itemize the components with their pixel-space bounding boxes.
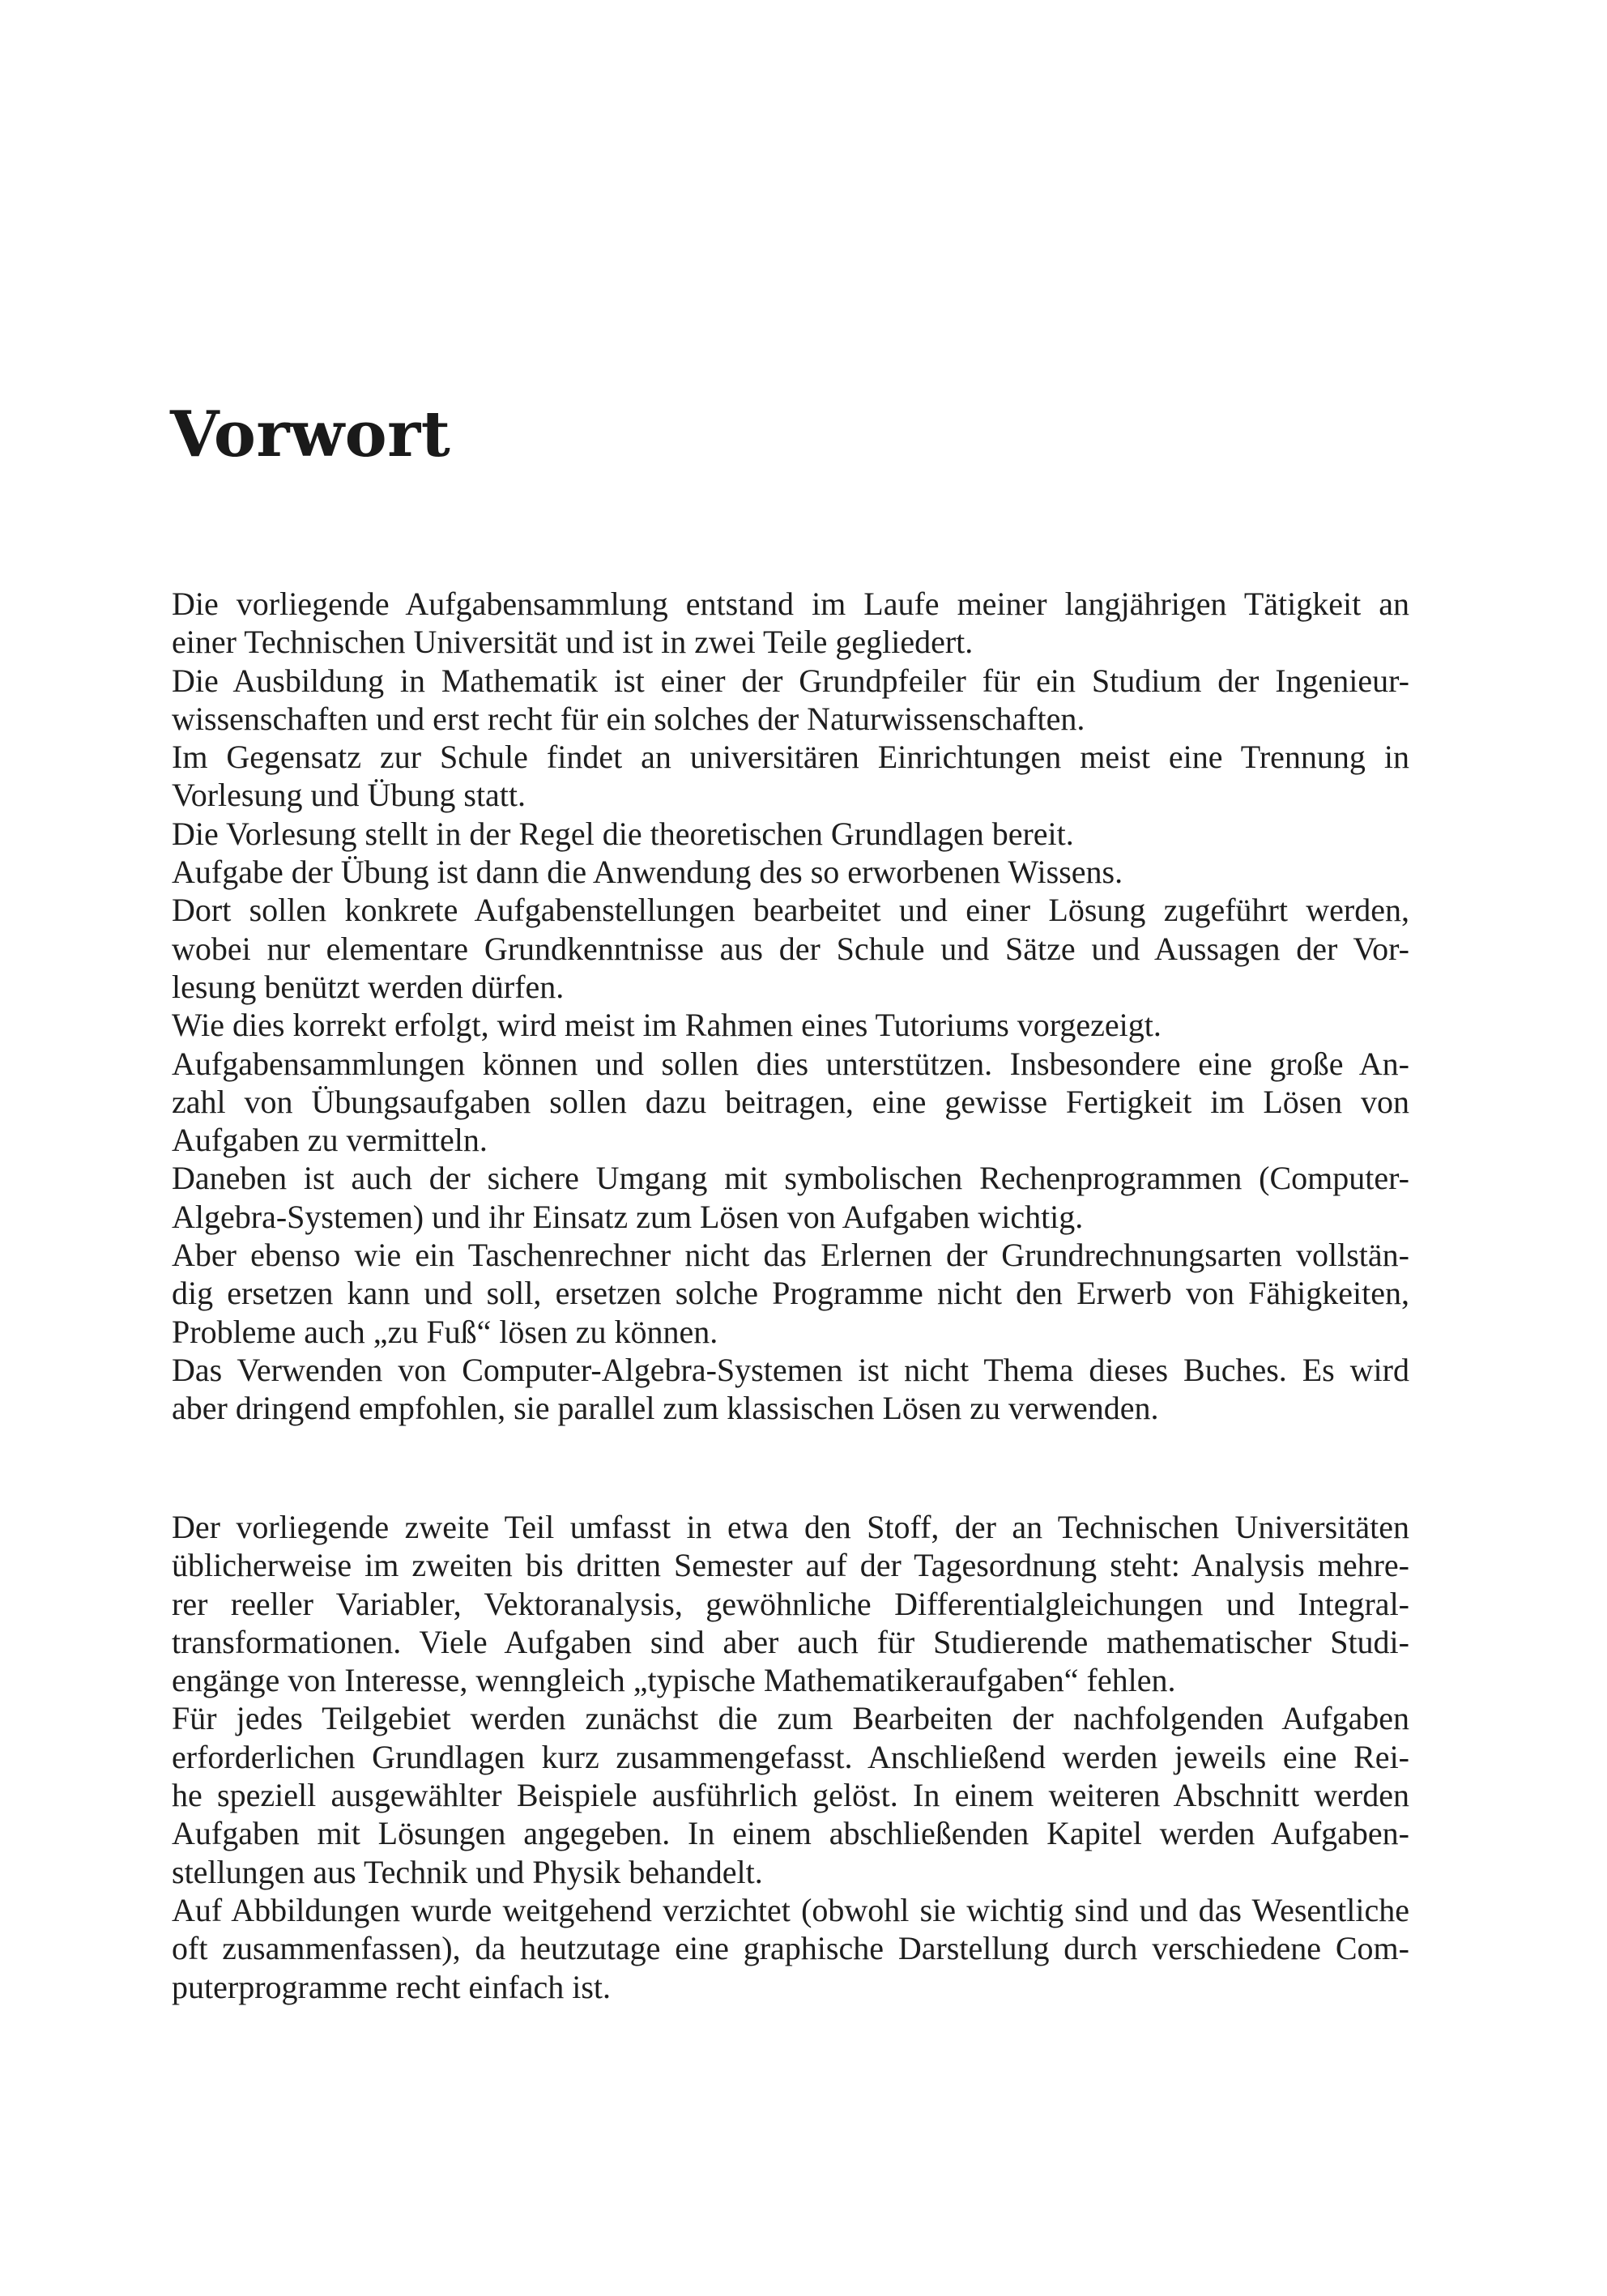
text-line: oft zusammenfassen), da heutzutage eine graphische Darstellung durch verschiedene Com- bbox=[172, 1930, 1409, 1967]
text-line: Probleme auch „zu Fuß“ lösen zu können. bbox=[172, 1313, 718, 1350]
text-line: Algebra-Systemen) und ihr Einsatz zum Lösen von Aufgaben wichtig. bbox=[172, 1198, 1084, 1235]
text-line: aber dringend empfohlen, sie parallel zum klassischen Lösen zu verwenden. bbox=[172, 1390, 1159, 1427]
text-line: lesung benützt werden dürfen. bbox=[172, 968, 565, 1005]
paragraph-2 bbox=[172, 1508, 1409, 2006]
text-line: stellungen aus Technik und Physik behandelt. bbox=[172, 1853, 763, 1890]
text-line: üblicherweise im zweiten bis dritten Semester auf der Tagesordnung steht: Analysis mehre- bbox=[172, 1547, 1409, 1584]
chapter-title: Vorwort bbox=[170, 398, 451, 471]
text-line: transformationen. Viele Aufgaben sind aber auch für Studierende mathematischer Studi- bbox=[172, 1623, 1409, 1660]
text-line: Aufgabe der Übung ist dann die Anwendung des so erworbenen Wissens. bbox=[172, 854, 1123, 891]
text-line: Aufgabensammlungen können und sollen dies unterstützen. Insbesondere eine große An- bbox=[172, 1045, 1409, 1082]
text-line: Die Vorlesung stellt in der Regel die theoretischen Grundlagen bereit. bbox=[172, 815, 1074, 852]
text-line: Aufgaben zu vermitteln. bbox=[172, 1122, 488, 1159]
text-line: Das Verwenden von Computer-Algebra-Systemen ist nicht Thema dieses Buches. Es wird bbox=[172, 1351, 1409, 1388]
text-line: Vorlesung und Übung statt. bbox=[172, 777, 526, 814]
text-line: engänge von Interesse, wenngleich „typische Mathematikeraufgaben“ fehlen. bbox=[172, 1662, 1176, 1699]
text-line: zahl von Übungsaufgaben sollen dazu beitragen, eine gewisse Fertigkeit im Lösen von bbox=[172, 1083, 1409, 1120]
paragraph-1 bbox=[172, 585, 1409, 1428]
text-line: he speziell ausgewählter Beispiele ausführlich gelöst. In einem weiteren Abschnitt werden bbox=[172, 1777, 1409, 1814]
text-line: erforderlichen Grundlagen kurz zusammengefasst. Anschließend werden jeweils eine Rei- bbox=[172, 1738, 1409, 1775]
text-line: einer Technischen Universität und ist in zwei Teile gegliedert. bbox=[172, 624, 974, 661]
text-line: Die Ausbildung in Mathematik ist einer der Grundpfeiler für ein Studium der Ingenieur- bbox=[172, 662, 1409, 699]
text-line: Wie dies korrekt erfolgt, wird meist im Rahmen eines Tutoriums vorgezeigt. bbox=[172, 1007, 1162, 1044]
text-line: Aber ebenso wie ein Taschenrechner nicht das Erlernen der Grundrechnungsarten vollstän- bbox=[172, 1237, 1409, 1274]
text-line: Die vorliegende Aufgabensammlung entstand im Laufe meiner langjährigen Tätigkeit an bbox=[172, 586, 1409, 622]
text-line: Der vorliegende zweite Teil umfasst in etwa den Stoff, der an Technischen Universitäten bbox=[172, 1509, 1409, 1545]
text-line: Dort sollen konkrete Aufgabenstellungen bearbeitet und einer Lösung zugeführt werden, bbox=[172, 892, 1409, 929]
text-line: wobei nur elementare Grundkenntnisse aus der Schule und Sätze und Aussagen der Vor- bbox=[172, 930, 1409, 967]
text-line: Für jedes Teilgebiet werden zunächst die zum Bearbeiten der nachfolgenden Aufgaben bbox=[172, 1700, 1409, 1737]
text-line: Aufgaben mit Lösungen angegeben. In einem abschließenden Kapitel werden Aufgaben- bbox=[172, 1815, 1409, 1852]
text-line: rer reeller Variabler, Vektoranalysis, gewöhnliche Differentialgleichungen und Integral- bbox=[172, 1585, 1409, 1622]
text-line: wissenschaften und erst recht für ein solches der Naturwissenschaften. bbox=[172, 700, 1085, 737]
text-line: puterprogramme recht einfach ist. bbox=[172, 1968, 611, 2005]
text-line: Daneben ist auch der sichere Umgang mit symbolischen Rechenprogrammen (Computer- bbox=[172, 1160, 1409, 1197]
text-line: Auf Abbildungen wurde weitgehend verzichtet (obwohl sie wichtig sind und das Wesentliche bbox=[172, 1891, 1409, 1928]
text-line: Im Gegensatz zur Schule findet an universitären Einrichtungen meist eine Trennung in bbox=[172, 739, 1409, 776]
text-line: dig ersetzen kann und soll, ersetzen solche Programme nicht den Erwerb von Fähigkeiten, bbox=[172, 1275, 1409, 1312]
